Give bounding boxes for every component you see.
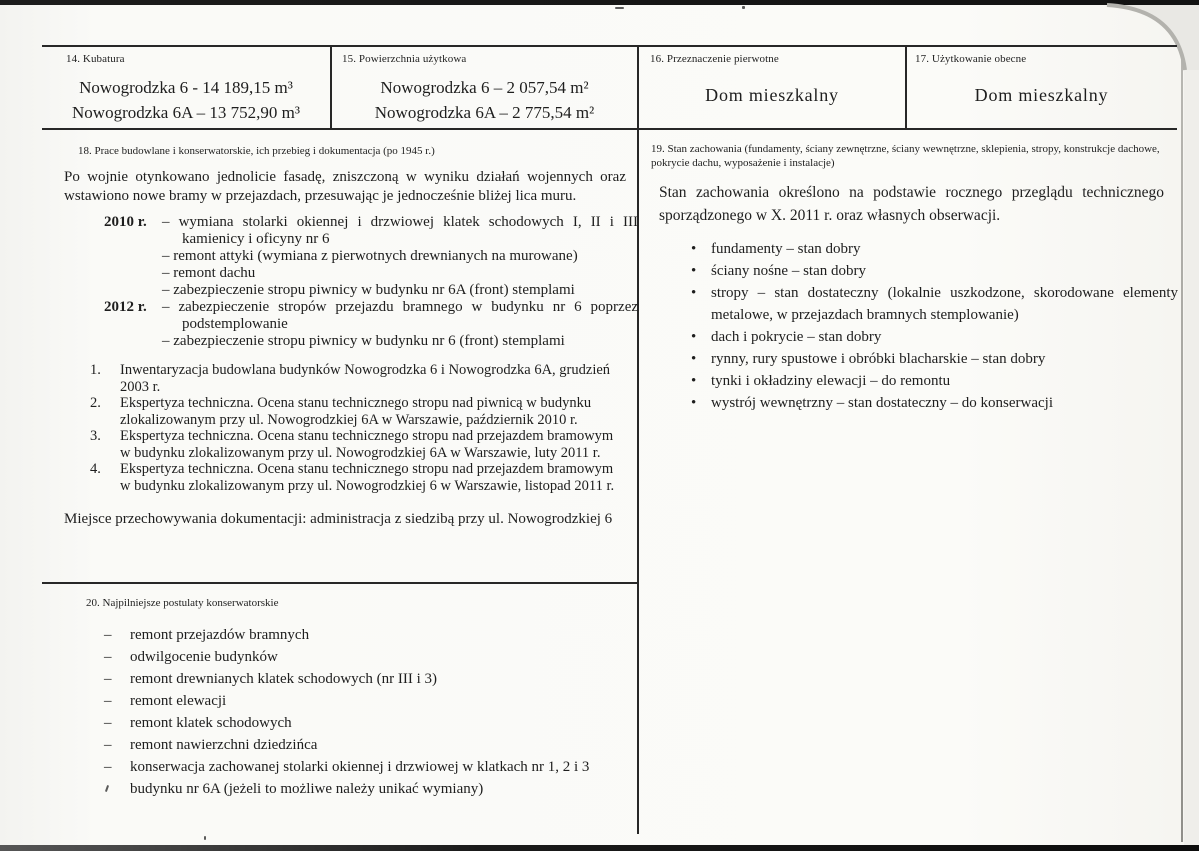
- postulate-item: [42, 734, 638, 756]
- section-18-label: 18. Prace budowlane i konserwatorskie, ich przebieg i dokumentacja (po 1945 r.): [78, 145, 435, 157]
- event-item-text: remont attyki (wymiana z pierwotnych drewnianych na murowane): [173, 248, 578, 264]
- section-18-prace-budowlane: [42, 130, 638, 528]
- dash-marker: –: [162, 282, 170, 298]
- postulate-item: [42, 668, 638, 690]
- event-item-text: zabezpieczenie stropu piwnicy w budynku nr 6 (front) stemplami: [173, 333, 565, 349]
- dash-marker: –: [162, 265, 170, 281]
- event-item-text: zabezpieczenie stropów przejazdu bramnego w budynku nr 6 poprzez podstemplowanie: [178, 299, 639, 332]
- documentation-storage-note: Miejsce przechowywania dokumentacji: administracja z siedzibą przy ul. Nowogrodzkiej 6: [64, 511, 613, 527]
- condition-item: [639, 370, 1178, 392]
- document-text: Ekspertyza techniczna. Ocena stanu technicznego stropu nad przejazdem bramowym w budynku zlokalizowanym przy ul. Nowogrodzkiej 6 w Warszawie, listopad 2011 r.: [120, 461, 615, 494]
- event-item: [162, 299, 638, 333]
- condition-item: [639, 326, 1178, 348]
- document-number: 1.: [90, 362, 101, 378]
- condition-text: fundamenty – stan dobry: [711, 241, 861, 257]
- document-entry: [90, 461, 638, 494]
- postulate-text: remont drewnianych klatek schodowych (nr III i 3): [130, 671, 437, 687]
- condition-text: stropy – stan dostateczny (lokalnie uszkodzone, skorodowane elementy metalowe, w przejazdach bramnych stemplowanie): [711, 285, 1178, 323]
- postulate-item: [42, 756, 638, 800]
- bullet-marker: •: [691, 395, 697, 411]
- document-entry: [90, 395, 638, 428]
- field-17-uzytkowanie: [907, 47, 1176, 128]
- section-20-postulaty: [42, 584, 638, 800]
- paper-edge-band: [1184, 5, 1199, 845]
- section-20-label: 20. Najpilniejsze postulaty konserwatorskie: [86, 597, 279, 609]
- condition-text: rynny, rury spustowe i obróbki blacharskie – stan dobry: [711, 351, 1046, 367]
- event-2010: [42, 214, 638, 299]
- document-text: Inwentaryzacja budowlana budynków Nowogrodzka 6 i Nowogrodzka 6A, grudzień 2003 r.: [120, 362, 611, 395]
- event-item: [162, 265, 638, 282]
- field-16-value: Dom mieszkalny: [705, 85, 839, 105]
- bullet-marker: •: [691, 263, 697, 279]
- dash-marker: –: [162, 333, 170, 349]
- paper-edge-shadow: [1181, 40, 1183, 842]
- dash-marker: –: [104, 759, 112, 775]
- field-14-kubatura: [42, 47, 330, 128]
- event-item-text: wymiana stolarki okiennej i drzwiowej klatek schodowych I, II i III kamienicy i oficyny nr 6: [178, 214, 638, 247]
- document-entry: [90, 428, 638, 461]
- event-item-text: zabezpieczenie stropu piwnicy w budynku nr 6A (front) stemplami: [173, 282, 575, 298]
- dash-marker: –: [162, 299, 170, 315]
- field-15-value-line1: Nowogrodzka 6 – 2 057,54 m²: [380, 78, 589, 97]
- section-18-events: [42, 214, 638, 350]
- condition-item: [639, 260, 1178, 282]
- field-16-przeznaczenie: [639, 47, 905, 128]
- section-20-list: [42, 624, 638, 800]
- condition-item: [639, 282, 1178, 326]
- section-18-documents: [90, 362, 638, 494]
- scan-artifact: [742, 6, 745, 9]
- postulate-text: remont elewacji: [130, 693, 227, 709]
- condition-item: [639, 392, 1178, 414]
- document-number: 2.: [90, 395, 101, 411]
- condition-text: tynki i okładziny elewacji – do remontu: [711, 373, 951, 389]
- document-text: Ekspertyza techniczna. Ocena stanu technicznego stropu nad przejazdem bramowym w budynku zlokalizowanym przy ul. Nowogrodzkiej 6A w Warszawie, luty 2011 r.: [120, 428, 614, 461]
- bullet-marker: •: [691, 329, 697, 345]
- bullet-marker: •: [691, 351, 697, 367]
- section-18-intro: Po wojnie otynkowano jednolicie fasadę, zniszczoną w wyniku działań wojennych oraz wstawiono nowe bramy w przejazdach, przesuwając je jednocześnie bliżej lica muru.: [64, 169, 626, 204]
- event-year: 2010 r.: [104, 214, 147, 230]
- condition-item: [639, 348, 1178, 370]
- condition-text: dach i pokrycie – stan dobry: [711, 329, 882, 345]
- document-text: Ekspertyza techniczna. Ocena stanu technicznego stropu nad piwnicą w budynku zlokalizowanym przy ul. Nowogrodzkiej 6A w Warszawie, październik 2010 r.: [120, 395, 592, 428]
- document-number: 4.: [90, 461, 101, 477]
- postulate-text: konserwacja zachowanej stolarki okiennej i drzwiowej w klatkach nr 1, 2 i 3 budynku nr 6A (jeżeli to możliwe należy unikać wymiany): [130, 759, 590, 797]
- document-entry: [90, 362, 638, 395]
- field-15-value-line2: Nowogrodzka 6A – 2 775,54 m²: [374, 103, 595, 122]
- postulate-text: remont klatek schodowych: [130, 715, 292, 731]
- dash-marker: –: [104, 671, 112, 687]
- bullet-marker: •: [691, 285, 697, 301]
- field-15-label: 15. Powierzchnia użytkowa: [342, 53, 467, 65]
- event-item: [162, 282, 638, 299]
- dash-marker: –: [104, 627, 112, 643]
- scan-edge-bottom: [0, 845, 1199, 851]
- document-number: 3.: [90, 428, 101, 444]
- field-17-label: 17. Użytkowanie obecne: [915, 53, 1027, 65]
- event-year: 2012 r.: [104, 299, 147, 315]
- dash-marker: –: [104, 737, 112, 753]
- field-14-value-line2: Nowogrodzka 6A – 13 752,90 m³: [72, 103, 300, 122]
- postulate-item: [42, 712, 638, 734]
- section-19-label: 19. Stan zachowania (fundamenty, ściany zewnętrzne, ściany wewnętrzne, sklepienia, stropy, konstrukcje dachowe, pokrycie dachu, wyposażenie i instalacje): [651, 143, 1160, 169]
- dash-marker: –: [162, 214, 170, 230]
- dash-marker: –: [104, 649, 112, 665]
- postulate-text: remont przejazdów bramnych: [130, 627, 310, 643]
- field-14-label: 14. Kubatura: [66, 53, 125, 65]
- field-17-value: Dom mieszkalny: [974, 85, 1109, 105]
- bullet-marker: •: [691, 373, 697, 389]
- field-14-value-line1: Nowogrodzka 6 - 14 189,15 m³: [79, 78, 293, 97]
- scan-artifact: [204, 836, 206, 840]
- event-2012: [42, 299, 638, 350]
- field-16-label: 16. Przeznaczenie pierwotne: [650, 53, 779, 65]
- postulate-text: odwilgocenie budynków: [130, 649, 278, 665]
- postulate-text: remont nawierzchni dziedzińca: [130, 737, 318, 753]
- dash-marker: –: [104, 715, 112, 731]
- condition-item: [639, 238, 1178, 260]
- dash-marker: –: [104, 693, 112, 709]
- field-15-powierzchnia: [332, 47, 637, 128]
- scan-artifact: [615, 7, 624, 9]
- condition-text: wystrój wewnętrzny – stan dostateczny – do konserwacji: [711, 395, 1053, 411]
- section-19-intro: Stan zachowania określono na podstawie rocznego przeglądu technicznego sporządzonego w X. 2011 r. oraz własnych obserwacji.: [659, 184, 1164, 224]
- event-item: [162, 248, 638, 265]
- condition-text: ściany nośne – stan dobry: [711, 263, 866, 279]
- event-item-text: remont dachu: [173, 265, 256, 281]
- event-item: [162, 214, 638, 248]
- scan-edge-top: [0, 0, 1199, 5]
- section-19-list: [639, 238, 1178, 414]
- event-item: [162, 333, 638, 350]
- postulate-item: [42, 690, 638, 712]
- postulate-item: [42, 624, 638, 646]
- bullet-marker: •: [691, 241, 697, 257]
- postulate-item: [42, 646, 638, 668]
- section-19-stan-zachowania: [639, 130, 1178, 414]
- dash-marker: –: [162, 248, 170, 264]
